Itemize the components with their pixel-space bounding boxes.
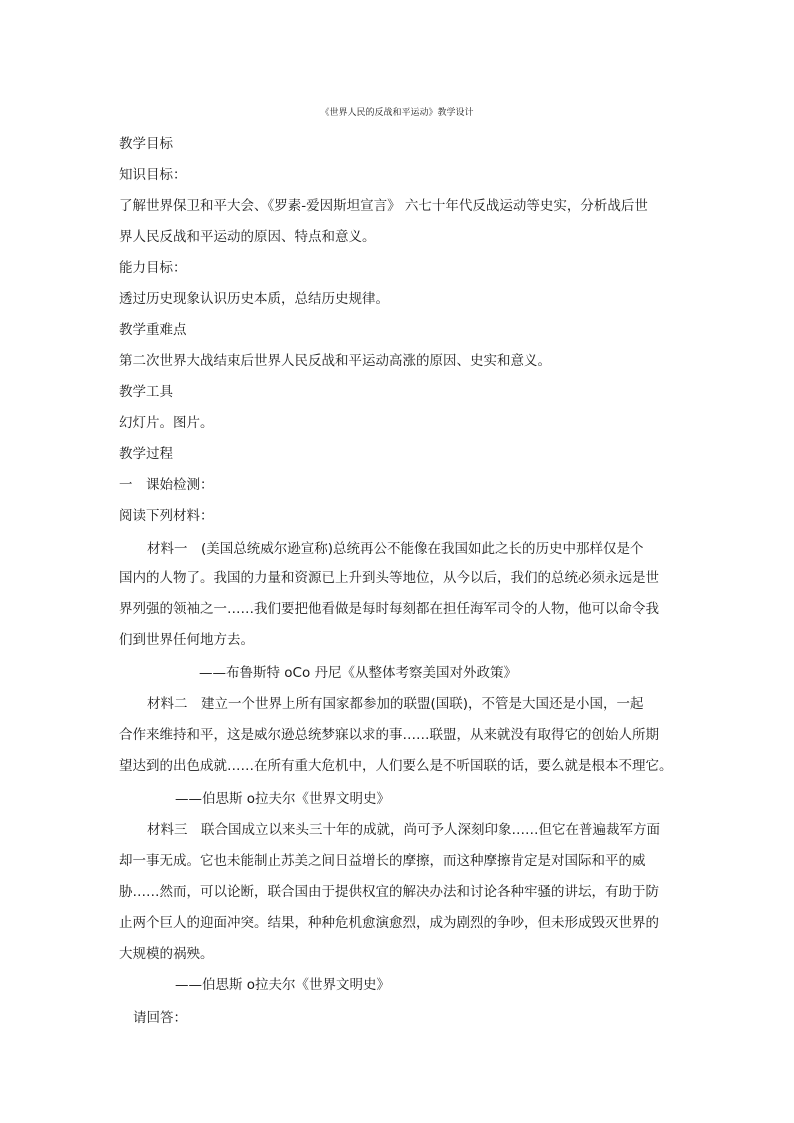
knowledge-label: 知识目标： <box>119 167 187 183</box>
material-3-line-1: 材料三 联合国成立以来头三十年的成就，尚可予人深刻印象……但它在普遍裁军方面 <box>147 822 660 838</box>
question-prompt: 请回答： <box>133 1010 187 1026</box>
ability-text: 透过历史现象认识历史本质，总结历史规律。 <box>119 291 389 307</box>
heading-objectives: 教学目标 <box>119 136 173 152</box>
material-3-line-5: 大规模的祸殃。 <box>119 946 214 962</box>
ability-label: 能力目标： <box>119 260 187 276</box>
material-2-line-2: 合作来维持和平，这是威尔逊总统梦寐以求的事……联盟，从来就没有取得它的创始人所期 <box>119 727 659 743</box>
material-1-line-2: 国内的人物了。我国的力量和资源已上升到头等地位，从今以后，我们的总统必须永远是世 <box>119 570 659 586</box>
material-3-line-3: 胁……然而，可以论断，联合国由于提供权宜的解决办法和讨论各种牢骚的讲坛，有助于防 <box>119 884 659 900</box>
material-1-line-4: 们到世界任何地方去。 <box>119 632 254 648</box>
knowledge-text-line-2: 界人民反战和平运动的原因、特点和意义。 <box>119 229 376 245</box>
heading-tools: 教学工具 <box>119 384 173 400</box>
knowledge-text-line-1: 了解世界保卫和平大会、《罗素-爱因斯坦宣言》 六七十年代反战运动等史实，分析战后世 <box>119 198 648 214</box>
tools-text: 幻灯片。图片。 <box>119 415 214 431</box>
material-2-line-1: 材料二 建立一个世界上所有国家都参加的联盟(国联)，不管是大国还是小国，一起 <box>147 696 644 712</box>
heading-process: 教学过程 <box>119 446 173 462</box>
material-2-attribution: ——伯思斯 o拉夫尔《世界文明史》 <box>175 791 391 807</box>
step-one: 一 课始检测： <box>119 477 214 493</box>
material-2-line-3: 望达到的出色成就……在所有重大危机中，人们要么是不听国联的话，要么就是根本不理它。 <box>119 758 673 774</box>
material-3-line-2: 却一事无成。它也未能制止苏美之间日益增长的摩擦，而这种摩擦肯定是对国际和平的威 <box>119 853 646 869</box>
heading-keypoints: 教学重难点 <box>119 322 187 338</box>
material-1-attribution: ——布鲁斯特 oCo 丹尼《从整体考察美国对外政策》 <box>199 665 518 681</box>
material-1-line-1: 材料一 (美国总统威尔逊宣称)总统再公不能像在我国如此之长的历史中那样仅是个 <box>147 541 644 557</box>
material-3-attribution: ——伯思斯 o拉夫尔《世界文明史》 <box>175 977 391 993</box>
keypoints-text: 第二次世界大战结束后世界人民反战和平运动高涨的原因、史实和意义。 <box>119 353 551 369</box>
material-3-line-4: 止两个巨人的迎面冲突。结果，种种危机愈演愈烈，成为剧烈的争吵，但未形成毁灭世界的 <box>119 915 659 931</box>
document-title: 《世界人民的反战和平运动》教学设计 <box>320 108 474 118</box>
material-1-line-3: 界列强的领袖之一……我们要把他看做是每时每刻都在担任海军司令的人物，他可以命令我 <box>119 601 659 617</box>
read-prompt: 阅读下列材料： <box>119 508 214 524</box>
